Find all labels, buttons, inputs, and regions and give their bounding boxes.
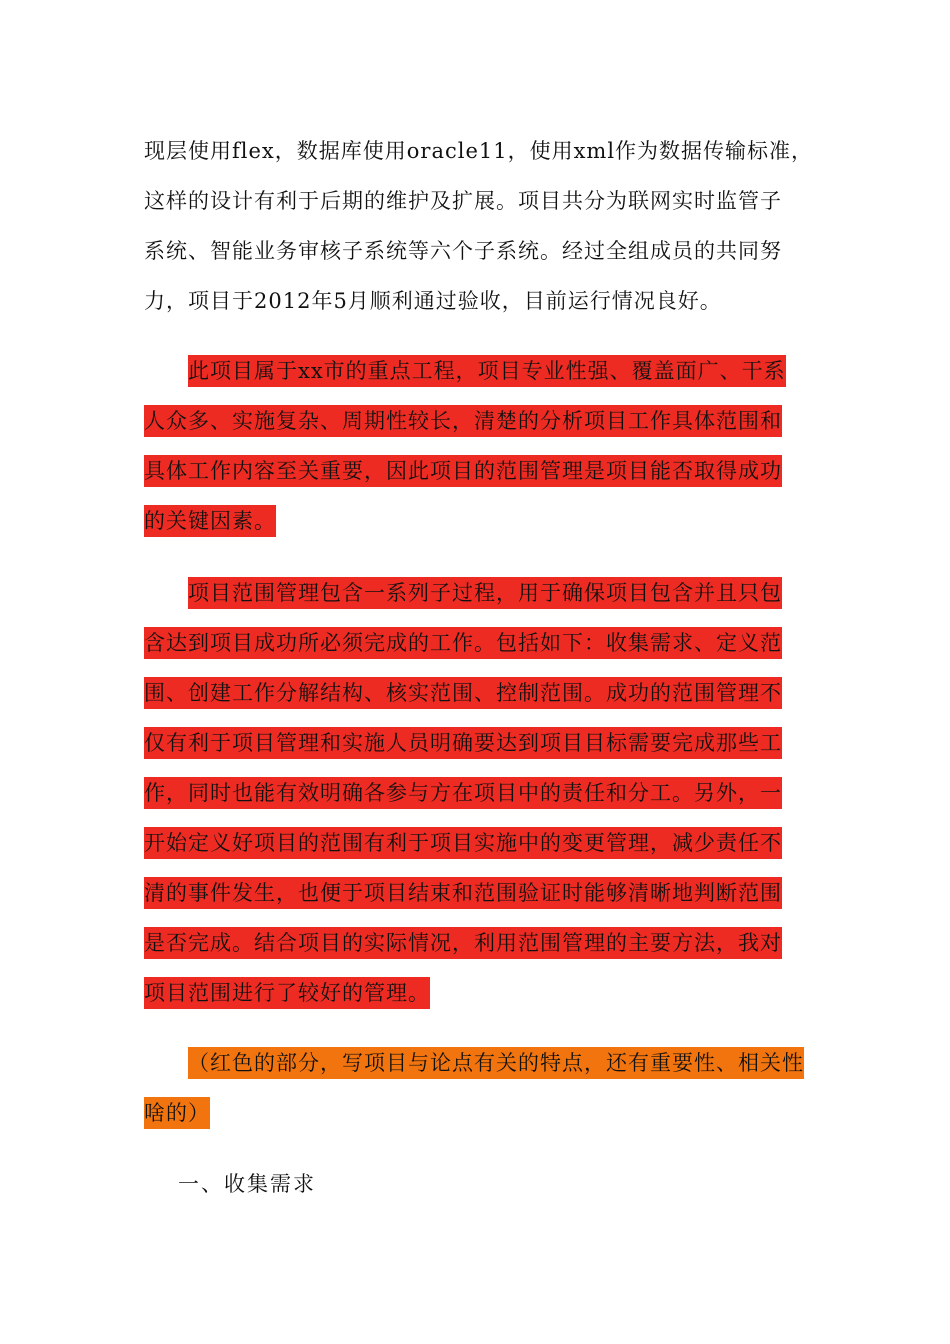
text-line: 围、创建工作分解结构、核实范围、控制范围。成功的范围管理不 <box>144 668 804 718</box>
text-line: 开始定义好项目的范围有利于项目实施中的变更管理，减少责任不 <box>144 818 804 868</box>
section-heading: 一、收集需求 <box>178 1172 316 1196</box>
text-line: 这样的设计有利于后期的维护及扩展。项目共分为联网实时监管子 <box>144 189 782 213</box>
paragraph-project-importance-highlighted <box>144 346 804 546</box>
text-line: 系统、智能业务审核子系统等六个子系统。经过全组成员的共同努 <box>144 239 782 263</box>
text-line: 清的事件发生，也便于项目结束和范围验证时能够清晰地判断范围 <box>144 868 804 918</box>
text-line: 啥的） <box>144 1088 804 1138</box>
text-line: （红色的部分，写项目与论点有关的特点，还有重要性、相关性 <box>144 1038 804 1088</box>
text-line: 此项目属于xx市的重点工程，项目专业性强、覆盖面广、干系 <box>144 346 804 396</box>
text-line: 的关键因素。 <box>144 496 804 546</box>
text-line: 人众多、实施复杂、周期性较长，清楚的分析项目工作具体范围和 <box>144 396 804 446</box>
text-line: 力，项目于2012年5月顺利通过验收，目前运行情况良好。 <box>144 289 722 313</box>
text-line: 仅有利于项目管理和实施人员明确要达到项目目标需要完成那些工 <box>144 718 804 768</box>
paragraph-scope-management-highlighted <box>144 568 804 1018</box>
text-line: 作，同时也能有效明确各参与方在项目中的责任和分工。另外，一 <box>144 768 804 818</box>
paragraph-system-overview <box>144 126 814 326</box>
text-line: 项目范围管理包含一系列子过程，用于确保项目包含并且只包 <box>144 568 804 618</box>
text-line: 项目范围进行了较好的管理。 <box>144 968 804 1018</box>
text-line: 现层使用flex，数据库使用oracle11，使用xml作为数据传输标准， <box>144 139 814 163</box>
text-line: 具体工作内容至关重要，因此项目的范围管理是项目能否取得成功 <box>144 446 804 496</box>
note-highlighted <box>144 1038 804 1138</box>
text-line: 含达到项目成功所必须完成的工作。包括如下：收集需求、定义范 <box>144 618 804 668</box>
text-line: 是否完成。结合项目的实际情况，利用范围管理的主要方法，我对 <box>144 918 804 968</box>
